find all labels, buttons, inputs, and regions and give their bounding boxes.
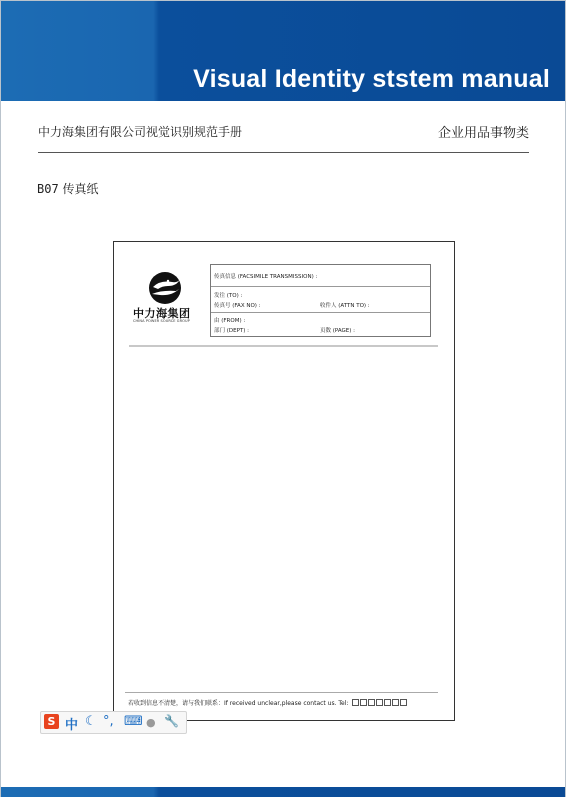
soft-keyboard-icon[interactable]: ⌨ [124,714,143,729]
tel-box [384,699,391,706]
tel-box [400,699,407,706]
field-to: 发往 (TO) : [214,293,243,299]
wrench-settings-icon[interactable]: 🔧 [164,714,179,728]
field-fax-no: 传真号 (FAX NO) : [214,303,261,309]
logo-english-name: CHINA POWER SOURCE GROUP [133,319,190,323]
half-width-moon-icon[interactable]: ☾ [85,714,97,729]
user-icon[interactable]: ● [146,716,156,729]
manual-title: Visual Identity ststem manual [193,65,550,93]
fax-heading: 传真信息 (FACSIMILE TRANSMISSION) : [214,274,318,280]
chinese-mode-button[interactable]: 中 [65,718,79,733]
category-label: 企业用品事物类 [437,126,529,141]
header-rule [38,152,529,153]
tel-box [360,699,367,706]
tel-box [352,699,359,706]
section-label [37,180,99,197]
section-code: B07 [37,182,59,196]
ime-toolbar[interactable] [40,711,187,734]
tel-boxes [352,699,408,708]
section-name: 传真纸 [62,182,99,196]
fax-footer-note [128,698,408,708]
fax-header-rule [129,345,438,347]
info-divider [211,312,430,313]
fax-footer-rule [125,692,438,693]
field-attn: 收件人 (ATTN TO) : [320,303,370,309]
punctuation-icon[interactable]: °, [103,714,114,729]
logo-emblem-icon [132,270,198,310]
tel-box [376,699,383,706]
fax-info-box [210,264,431,337]
info-divider [211,286,430,287]
field-dept: 部门 (DEPT) : [214,328,250,334]
logo-chinese-name: 中力海集团 [133,307,191,320]
footer-text: 若收到信息不清楚，请与我们联系：If received unclear,please contact us. Tel: [128,700,349,707]
tel-box [368,699,375,706]
sogou-logo-icon[interactable]: S [44,714,59,729]
field-pages: 页数 (PAGE) : [320,328,356,334]
document-title: 中力海集团有限公司视觉识别规范手册 [38,125,243,139]
field-from: 由 (FROM) : [214,318,246,324]
header-band [1,1,565,101]
tel-box [392,699,399,706]
footer-band [1,787,565,797]
